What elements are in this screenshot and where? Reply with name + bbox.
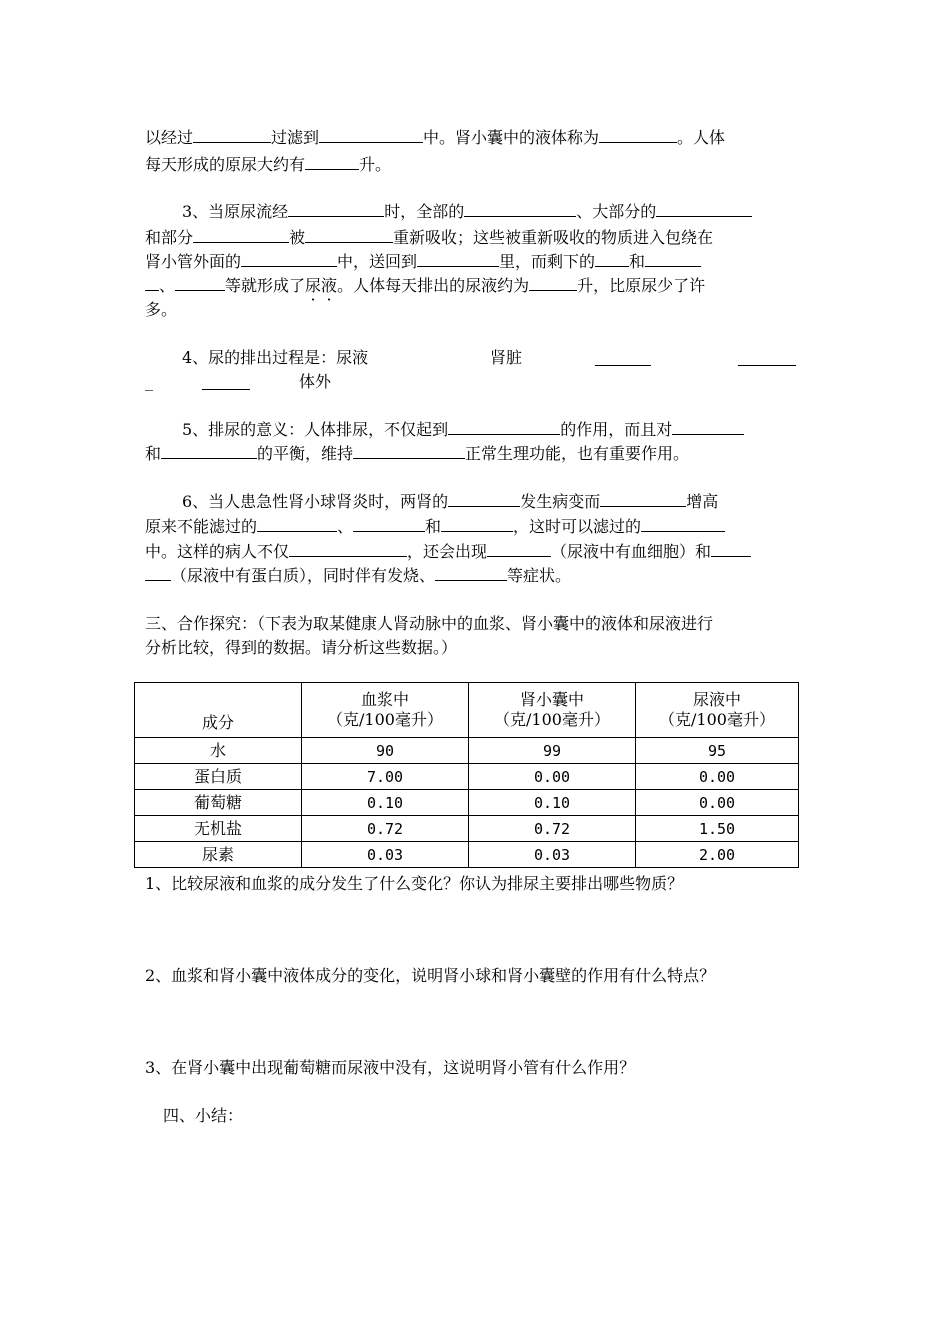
section3-line1 bbox=[145, 614, 713, 634]
text: 肾脏 bbox=[490, 348, 523, 367]
text: 6、当人患急性肾小球肾炎时，两肾的 bbox=[182, 492, 449, 511]
header-cell bbox=[636, 683, 799, 738]
text: 和部分 bbox=[145, 228, 194, 247]
text: 中。肾小囊中的液体称为 bbox=[423, 128, 600, 147]
table-cell: 1.50 bbox=[636, 816, 799, 842]
text: 正常生理功能，也有重要作用。 bbox=[465, 444, 690, 463]
blank-field[interactable] bbox=[435, 566, 507, 581]
blank-field[interactable] bbox=[595, 351, 651, 366]
text: 、大部分的 bbox=[576, 202, 657, 221]
text: _ bbox=[145, 372, 153, 391]
para4-outside bbox=[299, 372, 331, 392]
blank-field[interactable] bbox=[305, 155, 359, 170]
blank-field[interactable] bbox=[656, 202, 752, 217]
para4-line2 bbox=[145, 372, 153, 392]
text: 和 bbox=[425, 517, 442, 536]
question-2 bbox=[145, 966, 715, 986]
text: 的平衡，维持 bbox=[257, 444, 354, 463]
text: 4、尿的排出过程是：尿液 bbox=[182, 348, 369, 367]
text: 多。 bbox=[145, 300, 178, 319]
text: 5、排尿的意义：人体排尿，不仅起到 bbox=[182, 420, 449, 439]
para3-line3 bbox=[145, 252, 701, 272]
para5-line2 bbox=[145, 444, 689, 464]
text: 以经过 bbox=[145, 128, 194, 147]
text: 和 bbox=[145, 444, 162, 463]
table-cell: 0.03 bbox=[302, 842, 469, 868]
table-cell: 7.00 bbox=[302, 764, 469, 790]
header-unit: （克/100毫升） bbox=[659, 710, 775, 729]
blank-field[interactable] bbox=[464, 202, 576, 217]
blank-field[interactable] bbox=[241, 252, 337, 267]
question-3 bbox=[145, 1058, 635, 1078]
text: 。人体每天排出的尿液约为 bbox=[337, 276, 530, 295]
text: 、 bbox=[337, 517, 354, 536]
emphasis-text: 液 bbox=[321, 276, 338, 295]
question-text: 3、在肾小囊中出现葡萄糖而尿液中没有，这说明肾小管有什么作用？ bbox=[145, 1058, 636, 1077]
text: 发生病变而 bbox=[520, 492, 601, 511]
text: 的作用，而且对 bbox=[560, 420, 673, 439]
text: 重新吸收；这些被重新吸收的物质进入包绕在 bbox=[393, 228, 714, 247]
para3-line2 bbox=[145, 228, 713, 248]
para2-line2 bbox=[145, 155, 391, 175]
blank-field[interactable] bbox=[645, 252, 701, 267]
header-cell bbox=[469, 683, 636, 738]
para4-kidney bbox=[490, 348, 522, 368]
blank-field[interactable] bbox=[289, 542, 407, 557]
section-heading: 四、小结： bbox=[163, 1106, 244, 1125]
para6-line4 bbox=[145, 566, 571, 586]
text: 等症状。 bbox=[507, 566, 572, 585]
blank-field[interactable] bbox=[145, 276, 159, 291]
composition-table bbox=[134, 682, 799, 868]
blank-field[interactable] bbox=[175, 276, 225, 291]
text: 等就形成了 bbox=[225, 276, 306, 295]
text: 增高 bbox=[686, 492, 719, 511]
header-unit: （克/100毫升） bbox=[327, 710, 443, 729]
blank-field[interactable] bbox=[487, 542, 551, 557]
header-label: 血浆中 bbox=[360, 690, 409, 709]
para3-line1 bbox=[182, 202, 752, 222]
table-cell: 2.00 bbox=[636, 842, 799, 868]
table-cell: 0.00 bbox=[636, 790, 799, 816]
table-cell: 0.72 bbox=[469, 816, 636, 842]
blank-field[interactable] bbox=[600, 492, 686, 507]
table-row bbox=[135, 790, 799, 816]
text: ，这时可以滤过的 bbox=[513, 517, 642, 536]
table-cell: 尿素 bbox=[135, 842, 302, 868]
blank-field[interactable] bbox=[161, 444, 257, 459]
header-unit: （克/100毫升） bbox=[494, 710, 610, 729]
table-cell: 95 bbox=[636, 738, 799, 764]
emphasis-text: 尿 bbox=[305, 276, 322, 295]
table-cell: 0.10 bbox=[302, 790, 469, 816]
text: 中，送回到 bbox=[337, 252, 418, 271]
blank-field[interactable] bbox=[711, 542, 751, 557]
summary-heading bbox=[163, 1106, 243, 1126]
text: 体外 bbox=[299, 372, 332, 391]
table-cell: 99 bbox=[469, 738, 636, 764]
text: ，还会出现 bbox=[407, 542, 488, 561]
blank-field[interactable] bbox=[202, 375, 250, 390]
blank-field[interactable] bbox=[145, 566, 171, 581]
blank-field[interactable] bbox=[353, 517, 425, 532]
section-heading: 三、合作探究：（下表为取某健康人肾动脉中的血浆、肾小囊中的液体和尿液进行 bbox=[145, 614, 714, 633]
text: 升，比原尿少了许 bbox=[577, 276, 706, 295]
question-1 bbox=[145, 874, 683, 894]
blank-field[interactable] bbox=[257, 517, 337, 532]
text: 分析比较，得到的数据。请分析这些数据。） bbox=[145, 638, 458, 657]
table-row bbox=[135, 816, 799, 842]
blank-field[interactable] bbox=[672, 420, 744, 435]
blank-field[interactable] bbox=[193, 128, 271, 143]
blank-field[interactable] bbox=[441, 517, 513, 532]
blank-field[interactable] bbox=[319, 128, 423, 143]
blank-field[interactable] bbox=[529, 276, 577, 291]
blank-field[interactable] bbox=[738, 351, 796, 366]
table-cell: 无机盐 bbox=[135, 816, 302, 842]
para6-line3 bbox=[145, 542, 751, 562]
table-row bbox=[135, 842, 799, 868]
para5-line1 bbox=[182, 420, 744, 440]
section3-line2 bbox=[145, 638, 457, 658]
para6-line2 bbox=[145, 517, 725, 537]
table-cell: 0.00 bbox=[636, 764, 799, 790]
table-cell: 水 bbox=[135, 738, 302, 764]
blank-field[interactable] bbox=[417, 252, 499, 267]
table-cell: 0.72 bbox=[302, 816, 469, 842]
header-label: 成分 bbox=[201, 713, 234, 732]
blank-field[interactable] bbox=[641, 517, 725, 532]
table-cell: 0.03 bbox=[469, 842, 636, 868]
table-cell: 0.10 bbox=[469, 790, 636, 816]
header-cell bbox=[302, 683, 469, 738]
para2-line1 bbox=[145, 128, 725, 148]
blank-field[interactable] bbox=[599, 128, 677, 143]
text: 每天形成的原尿大约有 bbox=[145, 155, 306, 174]
blank-field[interactable] bbox=[193, 228, 289, 243]
para4-line1 bbox=[182, 348, 368, 368]
para3-line4 bbox=[145, 276, 705, 296]
text: 被 bbox=[289, 228, 306, 247]
blank-field[interactable] bbox=[448, 492, 520, 507]
text: 、 bbox=[159, 276, 176, 295]
text: 。人体 bbox=[677, 128, 726, 147]
table-row bbox=[135, 738, 799, 764]
table-header-row bbox=[135, 683, 799, 738]
text: 过滤到 bbox=[271, 128, 320, 147]
para6-line1 bbox=[182, 492, 718, 512]
text: 肾小管外面的 bbox=[145, 252, 242, 271]
para3-line5 bbox=[145, 300, 177, 320]
text: 原来不能滤过的 bbox=[145, 517, 258, 536]
question-text: 2、血浆和肾小囊中液体成分的变化，说明肾小球和肾小囊壁的作用有什么特点？ bbox=[145, 966, 716, 985]
text: 时，全部的 bbox=[384, 202, 465, 221]
text: 3、当原尿流经 bbox=[182, 202, 289, 221]
table-cell: 0.00 bbox=[469, 764, 636, 790]
text: 和 bbox=[629, 252, 646, 271]
blank-field[interactable] bbox=[595, 252, 629, 267]
table-row bbox=[135, 764, 799, 790]
table-cell: 葡萄糖 bbox=[135, 790, 302, 816]
blank-field[interactable] bbox=[353, 444, 465, 459]
table-cell: 蛋白质 bbox=[135, 764, 302, 790]
text: （尿液中有血细胞）和 bbox=[551, 542, 712, 561]
header-label: 肾小囊中 bbox=[519, 690, 584, 709]
blank-field[interactable] bbox=[448, 420, 560, 435]
blank-field[interactable] bbox=[305, 228, 393, 243]
text: 中。这样的病人不仅 bbox=[145, 542, 290, 561]
question-text: 1、比较尿液和血浆的成分发生了什么变化？你认为排尿主要排出哪些物质？ bbox=[145, 874, 684, 893]
header-label: 尿液中 bbox=[692, 690, 741, 709]
blank-field[interactable] bbox=[288, 202, 384, 217]
text: （尿液中有蛋白质），同时伴有发烧、 bbox=[171, 566, 436, 585]
text: 里，而剩下的 bbox=[499, 252, 596, 271]
header-cell bbox=[135, 683, 302, 738]
table-cell: 90 bbox=[302, 738, 469, 764]
text: 升。 bbox=[359, 155, 392, 174]
